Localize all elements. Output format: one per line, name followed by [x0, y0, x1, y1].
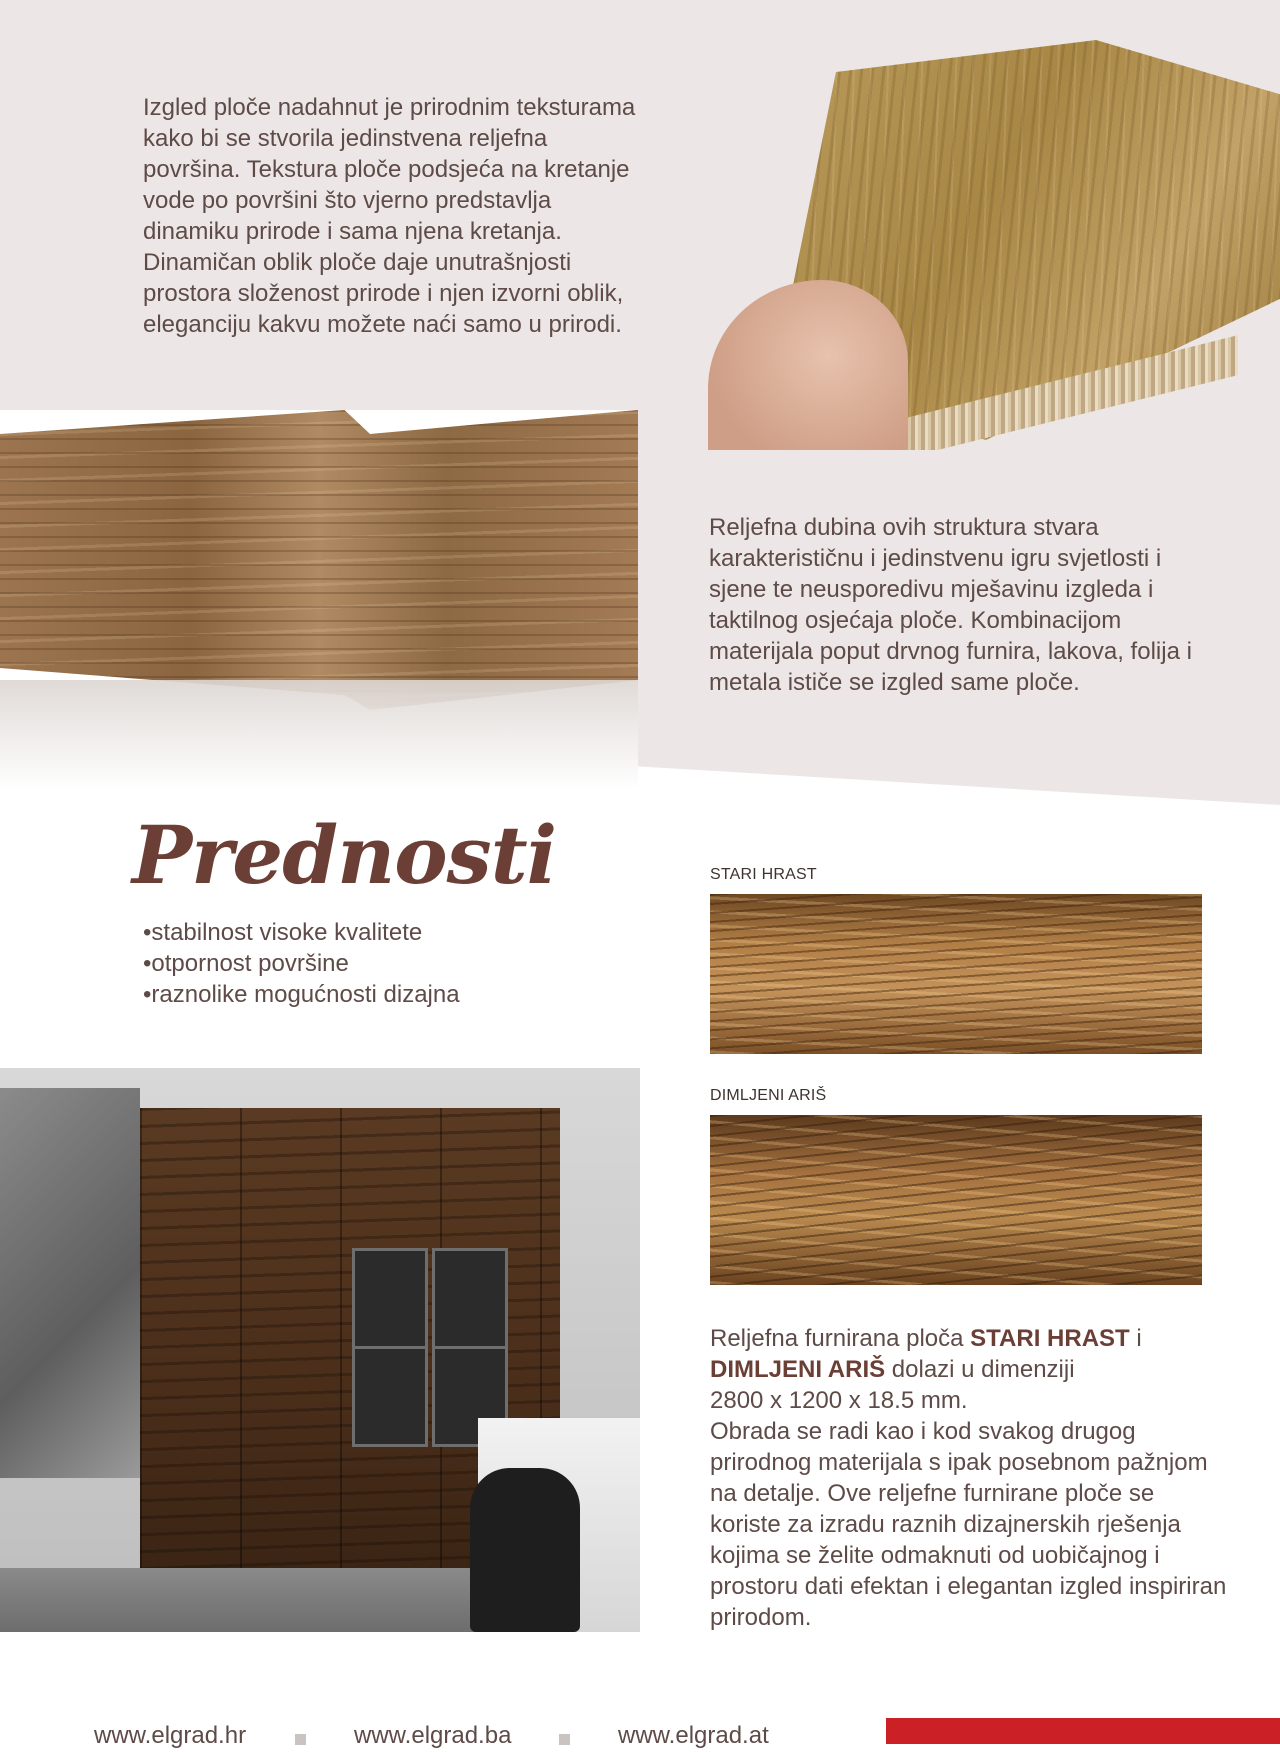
wood-wall-panels — [0, 410, 638, 710]
advantage-item: • stabilnost visoke kvalitete — [143, 917, 460, 948]
black-chair — [470, 1468, 580, 1632]
footer-link-hr[interactable]: www.elgrad.hr — [94, 1722, 247, 1749]
swatch-dimljeni-aris — [710, 1115, 1202, 1285]
hand-holding-board — [708, 280, 908, 450]
oven-unit — [432, 1248, 508, 1349]
dimensions-paragraph — [710, 1323, 1230, 1633]
concrete-niche — [0, 1088, 140, 1478]
dims-body: Obrada se radi kao i kod svakog drugog prirodnog materijala s ipak posebnom pažnjom na detalje. Ove reljefne furnirane ploče se koriste za izradu raznih dizajnerskih rješenja kojima se želite odmaknuti od uobičajnog i prostoru dati efektan i elegantan izgled inspiriran prirodom. — [710, 1418, 1227, 1631]
wall-panel-photo — [0, 410, 638, 790]
board-sample-photo — [708, 30, 1280, 450]
swatch-stari-hrast — [710, 894, 1202, 1054]
product-name-dimljeni-aris: DIMLJENI ARIŠ — [710, 1356, 886, 1383]
kitchen-photo — [0, 1068, 640, 1632]
advantage-item: • otpornost površine — [143, 948, 460, 979]
accent-bar — [886, 1718, 1280, 1744]
advantages-title: Prednosti — [132, 808, 557, 902]
floor-reflection — [0, 680, 638, 790]
swatch-label-stari-hrast: STARI HRAST — [710, 866, 817, 883]
footer — [0, 1710, 1280, 1752]
footer-separator — [295, 1734, 306, 1745]
intro-paragraph: Izgled ploče nadahnut je prirodnim teksturama kako bi se stvorila jedinstvena reljefna površina. Tekstura ploče podsjeća na kretanje vode po površini što vjerno predstavlja dinamiku prirode i sama njena kretanja. Dinamičan oblik ploče daje unutrašnjosti prostora složenost prirode i njen izvorni oblik, eleganciju kakvu možete naći samo u prirodi. — [143, 94, 636, 338]
dims-text: i — [1129, 1325, 1142, 1352]
advantages-list — [143, 917, 460, 1010]
dims-size: 2800 x 1200 x 18.5 mm. — [710, 1387, 968, 1414]
product-name-stari-hrast: STARI HRAST — [970, 1325, 1130, 1352]
footer-link-at[interactable]: www.elgrad.at — [618, 1722, 769, 1749]
oven-unit — [352, 1346, 428, 1447]
dims-text: Reljefna furnirana ploča — [710, 1325, 971, 1352]
footer-separator — [559, 1734, 570, 1745]
relief-paragraph: Reljefna dubina ovih struktura stvara karakterističnu i jedinstvenu igru svjetlosti i sjene te neusporedivu mješavinu izgleda i taktilnog osjećaja ploče. Kombinacijom materijala poput drvnog furnira, lakova, folija i metala ističe se izgled same ploče. — [709, 514, 1192, 696]
dims-text: dolazi u dimenziji — [885, 1356, 1075, 1383]
footer-link-ba[interactable]: www.elgrad.ba — [354, 1722, 512, 1749]
advantage-item: • raznolike mogućnosti dizajna — [143, 979, 460, 1010]
oven-unit — [352, 1248, 428, 1349]
swatch-label-dimljeni-aris: DIMLJENI ARIŠ — [710, 1087, 827, 1104]
